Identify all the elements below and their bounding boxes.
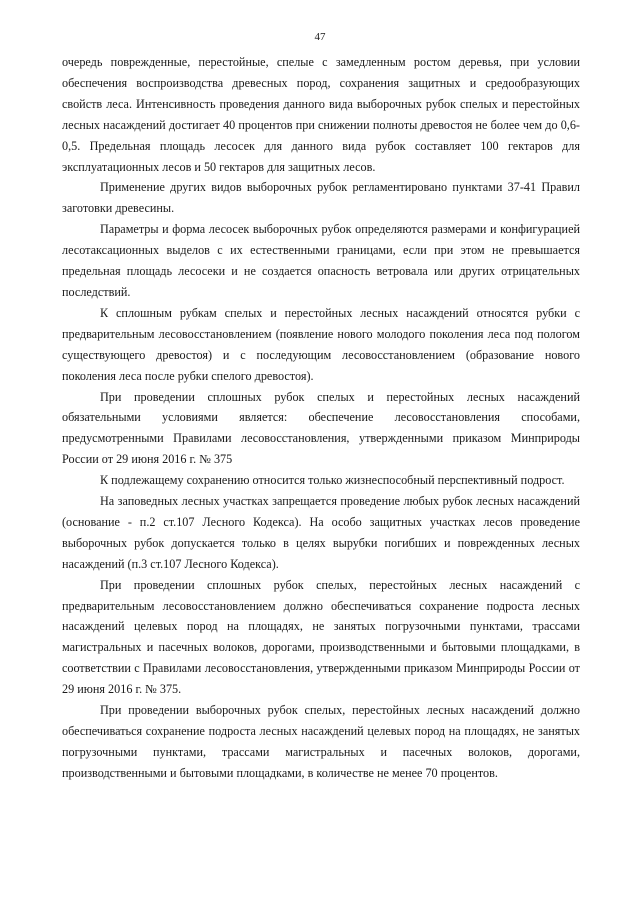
paragraph-3: Параметры и форма лесосек выборочных рубок определяются размерами и конфигурацией лесотаксационных выделов с их естественными границами, если при этом не превышается предельная площадь лесосеки и не создается опасность ветровала или других отрицательных последствий. [62,222,580,299]
paragraph-1: очередь поврежденные, перестойные, спелые с замедленным ростом деревья, при условии обеспечения воспроизводства древесных пород, сохранения защитных и средообразующих свойств леса. Интенсивность проведения данного вида выборочных рубок спелых и перестойных лесных насаждений достигает 40 процентов при снижении полноты древостоя не более чем до 0,6-0,5. Предельная площадь лесосек для данного вида рубок составляет 100 гектаров для эксплуатационных лесов и 50 гектаров для защитных лесов. [62,55,580,174]
paragraph-8: При проведении сплошных рубок спелых, перестойных лесных насаждений с предварительным лесовосстановлением должно обеспечиваться сохранение подроста лесных насаждений целевых пород на площадях, не занятых погрузочными пунктами, трассами магистральных и пасечных волоков, дорогами, производственными и бытовыми площадками, в соответствии с Правилами лесовосстановления, утвержденными приказом Минприроды России от 29 июня 2016 г. № 375. [62,577,580,697]
paragraph-9: При проведении выборочных рубок спелых, перестойных лесных насаждений должно обеспечиваться сохранение подроста лесных насаждений целевых пород на площадях, не занятых погрузочными пунктами, трассами магистральных и пасечных волоков, дорогами, производственными и бытовыми площадками, в количестве не менее 70 процентов. [62,703,580,780]
page-body [62,52,580,784]
paragraph-5: При проведении сплошных рубок спелых и перестойных лесных насаждений обязательными условиями является: обеспечение лесовосстановления способами, предусмотренными Правилами лесовосстановления, утвержденными приказом Минприроды России от 29 июня 2016 г. № 375 [62,389,580,467]
page-number: 47 [314,31,326,43]
paragraph-6: К подлежащему сохранению относится только жизнеспособный перспективный подрост. [100,473,565,488]
paragraph-7: На заповедных лесных участках запрещается проведение любых рубок лесных насаждений (основание - п.2 ст.107 Лесного Кодекса). На особо защитных участках лесов проведение выборочных рубок допускается только в целях вырубки погибших и поврежденных лесных насаждений (п.3 ст.107 Лесного Кодекса). [62,494,580,571]
paragraph-2: Применение других видов выборочных рубок регламентировано пунктами 37-41 Правил заготовки древесины. [62,180,580,216]
paragraph-4: К сплошным рубкам спелых и перестойных лесных насаждений относятся рубки с предварительным лесовосстановлением (появление нового молодого поколения леса под пологом существующего древостоя) и с последующим лесовосстановлением (образование нового поколения леса после рубки спелого древостоя). [62,305,580,383]
